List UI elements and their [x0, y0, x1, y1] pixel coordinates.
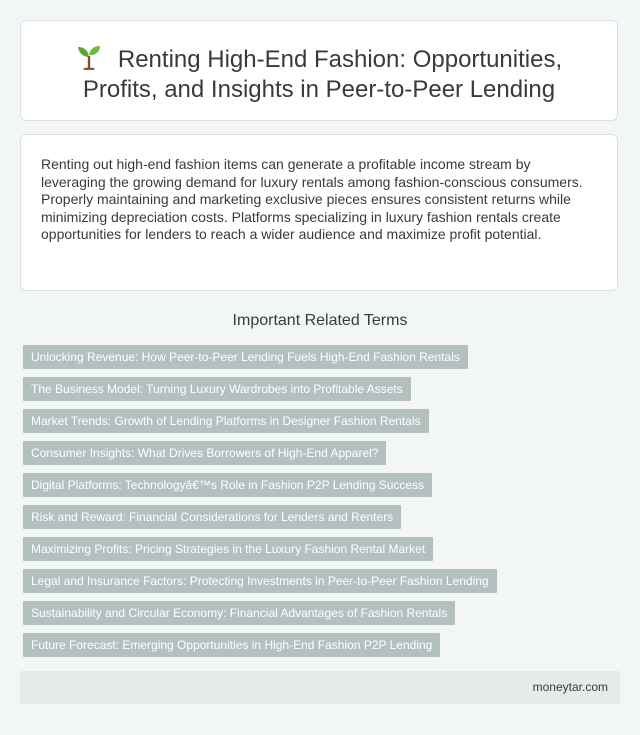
list-item	[23, 537, 497, 561]
related-term-tag[interactable]: Risk and Reward: Financial Considerations for Lenders and Renters	[23, 505, 401, 529]
title-line-1: Renting High-End Fashion: Opportunities,	[117, 46, 563, 73]
related-term-tag[interactable]: Market Trends: Growth of Lending Platforms in Designer Fashion Rentals	[23, 409, 429, 433]
related-term-tag[interactable]: Digital Platforms: Technologyâ€™s Role in Fashion P2P Lending Success	[23, 473, 432, 497]
list-item	[23, 409, 497, 433]
page-title	[21, 21, 617, 105]
list-item	[23, 633, 497, 657]
seedling-icon	[76, 44, 102, 70]
related-terms-list	[23, 345, 497, 665]
related-term-tag[interactable]: Unlocking Revenue: How Peer-to-Peer Lending Fuels High-End Fashion Rentals	[23, 345, 468, 369]
list-item	[23, 441, 497, 465]
list-item	[23, 377, 497, 401]
title-line-2: Profits, and Insights in Peer-to-Peer Lending	[82, 76, 556, 103]
site-link[interactable]: moneytar.com	[532, 680, 608, 694]
related-term-tag[interactable]: Sustainability and Circular Economy: Financial Advantages of Fashion Rentals	[23, 601, 455, 625]
related-term-tag[interactable]: The Business Model: Turning Luxury Wardrobes into Profitable Assets	[23, 377, 411, 401]
related-term-tag[interactable]: Consumer Insights: What Drives Borrowers of High-End Apparel?	[23, 441, 386, 465]
footer	[20, 671, 620, 704]
related-term-tag[interactable]: Future Forecast: Emerging Opportunities in High-End Fashion P2P Lending	[23, 633, 440, 657]
list-item	[23, 505, 497, 529]
related-term-tag[interactable]: Maximizing Profits: Pricing Strategies in the Luxury Fashion Rental Market	[23, 537, 433, 561]
intro-card	[20, 134, 618, 291]
related-terms-heading: Important Related Terms	[232, 312, 408, 329]
list-item	[23, 601, 497, 625]
related-term-tag[interactable]: Legal and Insurance Factors: Protecting Investments in Peer-to-Peer Fashion Lending	[23, 569, 497, 593]
list-item	[23, 473, 497, 497]
list-item	[23, 345, 497, 369]
title-card	[20, 20, 618, 121]
intro-paragraph: Renting out high-end fashion items can generate a profitable income stream by leveraging the growing demand for luxury rentals among fashion-conscious consumers. Properly maintaining and marketing exclusive pieces ensures consistent returns while minimizing depreciation costs. Platforms specializing in luxury fashion rentals create opportunities for lenders to reach a wider audience and maximize profit potential.	[41, 156, 583, 242]
list-item	[23, 569, 497, 593]
